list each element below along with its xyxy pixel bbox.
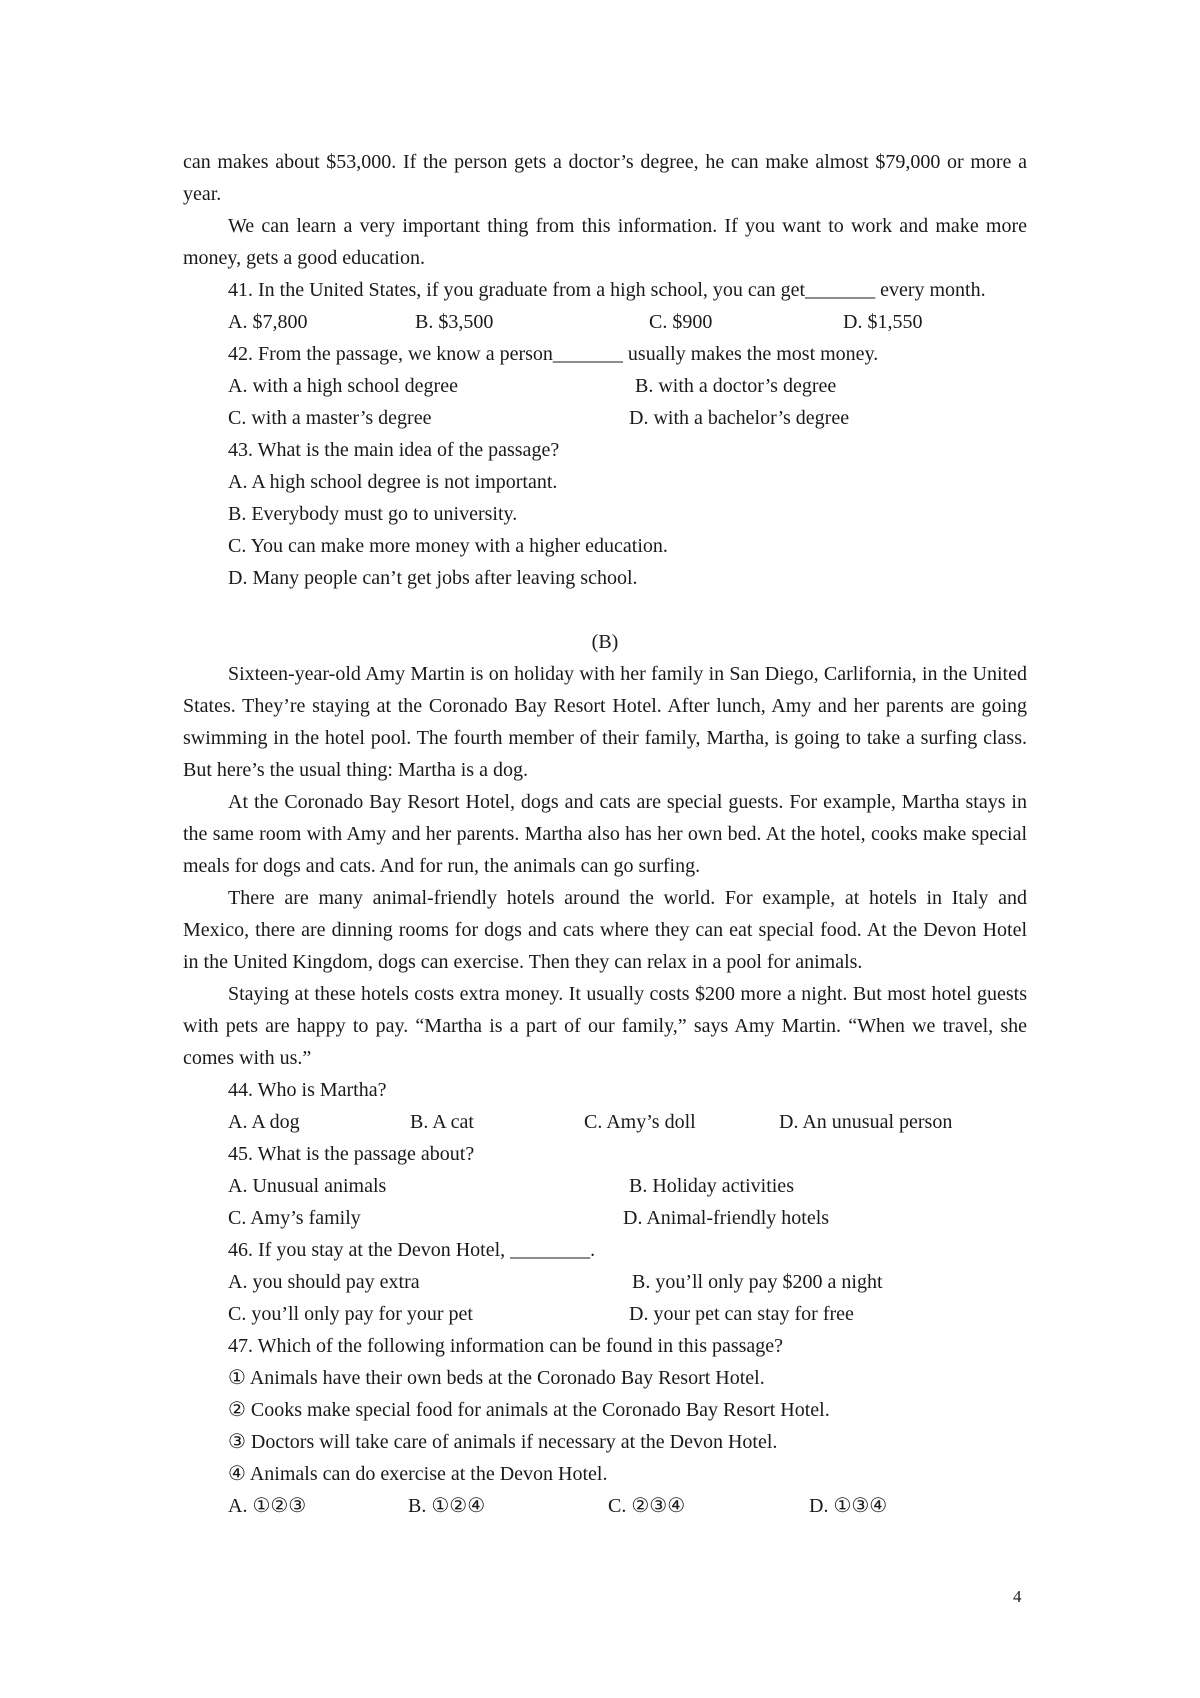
passage-b-paragraph: At the Coronado Bay Resort Hotel, dogs and cats are special guests. For example, Martha stays in the same room with Amy and her parents. Martha also has her own bed. At the hotel, cooks make special meals for dogs and cats. And for run, the animals can go surfing. xyxy=(183,791,1027,877)
question-45-stem: 45. What is the passage about? xyxy=(228,1143,475,1165)
question-42-options-row1 xyxy=(183,370,1027,402)
question-45-options-row2 xyxy=(183,1202,1027,1234)
option-b: B. with a doctor’s degree xyxy=(635,375,837,397)
section-gap xyxy=(183,594,1027,626)
question-43-stem: 43. What is the main idea of the passage? xyxy=(228,439,560,461)
question-42-options-row2 xyxy=(183,402,1027,434)
option-a: A. ①②③ xyxy=(228,1495,307,1517)
option-d: D. An unusual person xyxy=(779,1111,953,1133)
option-a: A. you should pay extra xyxy=(228,1271,420,1293)
option-b: B. A cat xyxy=(410,1111,474,1133)
option-c: C. Amy’s family xyxy=(228,1207,361,1229)
option-b: B. $3,500 xyxy=(415,311,494,333)
question-44-stem: 44. Who is Martha? xyxy=(228,1079,387,1101)
statement-1: ① Animals have their own beds at the Coronado Bay Resort Hotel. xyxy=(228,1367,765,1389)
question-46-stem: 46. If you stay at the Devon Hotel, ________. xyxy=(228,1239,596,1261)
option-d: D. Many people can’t get jobs after leaving school. xyxy=(228,567,638,589)
section-b-title: (B) xyxy=(591,631,619,653)
option-b: B. ①②④ xyxy=(408,1495,486,1517)
option-d: D. $1,550 xyxy=(843,311,923,333)
question-41-options xyxy=(183,306,1027,338)
passage-a-paragraph: We can learn a very important thing from this information. If you want to work and make more money, gets a good education. xyxy=(183,215,1027,269)
option-b: B. Everybody must go to university. xyxy=(228,503,518,525)
option-c: C. Amy’s doll xyxy=(584,1111,696,1133)
question-47-options xyxy=(183,1490,1027,1522)
question-46-options-row2 xyxy=(183,1298,1027,1330)
option-d: D. Animal-friendly hotels xyxy=(623,1207,830,1229)
option-d: D. ①③④ xyxy=(809,1495,888,1517)
option-a: A. with a high school degree xyxy=(228,375,458,397)
question-46-options-row1 xyxy=(183,1266,1027,1298)
statement-3: ③ Doctors will take care of animals if necessary at the Devon Hotel. xyxy=(228,1431,778,1453)
passage-a-paragraph: can makes about $53,000. If the person gets a doctor’s degree, he can make almost $79,000 or more a year. xyxy=(183,151,1027,205)
passage-b-paragraph: Sixteen-year-old Amy Martin is on holiday with her family in San Diego, Carlifornia, in the United States. They’re staying at the Coronado Bay Resort Hotel. After lunch, Amy and her parents are going swimming in the hotel pool. The fourth member of their family, Martha, is going to take a surfing class. But here’s the usual thing: Martha is a dog. xyxy=(183,663,1027,781)
statement-4: ④ Animals can do exercise at the Devon Hotel. xyxy=(228,1463,608,1485)
question-41-stem: 41. In the United States, if you graduate from a high school, you can get_______ every month. xyxy=(228,279,986,301)
option-d: D. your pet can stay for free xyxy=(629,1303,854,1325)
option-a: A. A high school degree is not important. xyxy=(228,471,558,493)
option-c: C. with a master’s degree xyxy=(228,407,432,429)
option-c: C. ②③④ xyxy=(608,1495,686,1517)
option-c: C. you’ll only pay for your pet xyxy=(228,1303,473,1325)
option-b: B. you’ll only pay $200 a night xyxy=(632,1271,883,1293)
option-c: C. You can make more money with a higher education. xyxy=(228,535,668,557)
option-c: C. $900 xyxy=(649,311,713,333)
page-content xyxy=(183,146,1027,1522)
statement-2: ② Cooks make special food for animals at the Coronado Bay Resort Hotel. xyxy=(228,1399,830,1421)
passage-b-paragraph: Staying at these hotels costs extra money. It usually costs $200 more a night. But most hotel guests with pets are happy to pay. “Martha is a part of our family,” says Amy Martin. “When we travel, she comes with us.” xyxy=(183,983,1027,1069)
option-a: A. Unusual animals xyxy=(228,1175,387,1197)
question-42-stem: 42. From the passage, we know a person_______ usually makes the most money. xyxy=(228,343,879,365)
option-d: D. with a bachelor’s degree xyxy=(629,407,850,429)
question-44-options xyxy=(183,1106,1027,1138)
question-47-stem: 47. Which of the following information can be found in this passage? xyxy=(228,1335,784,1357)
question-45-options-row1 xyxy=(183,1170,1027,1202)
option-a: A. A dog xyxy=(228,1111,300,1133)
page-number: 4 xyxy=(1013,1587,1022,1606)
option-a: A. $7,800 xyxy=(228,311,308,333)
passage-b-paragraph: There are many animal-friendly hotels around the world. For example, at hotels in Italy and Mexico, there are dinning rooms for dogs and cats where they can eat special food. At the Devon Hotel in the United Kingdom, dogs can exercise. Then they can relax in a pool for animals. xyxy=(183,887,1027,973)
option-b: B. Holiday activities xyxy=(629,1175,794,1197)
